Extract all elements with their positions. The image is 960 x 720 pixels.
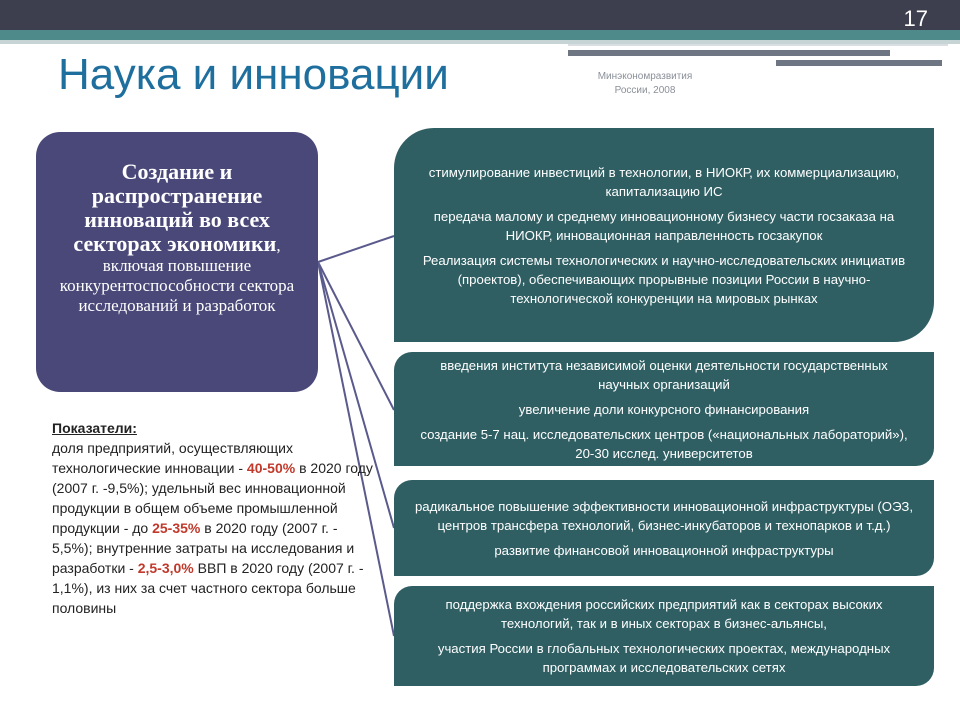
main-goal-box [36,132,318,392]
measures-box-investment [394,128,934,342]
main-goal-text: , включая повышение конкурентоспособности сектора исследований и разработок [59,236,295,315]
indicator-text: доля предприятий, осуществляющих технологические инновации - [52,440,293,476]
measure-item: передача малому и среднему инновационному бизнесу части госзаказа на НИОКР, инновационная направленность госзакупок [433,208,895,243]
main-goal-heading: Создание и распространение инноваций во всех секторах экономики [73,159,277,256]
measure-item: радикальное повышение эффективности инновационной инфраструктуры (ОЭЗ, центров трансфера технологий, бизнес-инкубаторов и технопарков и т.д.) [414,498,914,533]
measure-item: развитие финансовой инновационной инфраструктуры [494,542,834,558]
source-line: России, 2008 [614,85,676,96]
measures-box-infrastructure [394,480,934,576]
measure-item: участия России в глобальных технологических проектах, международных программах и исследовательских сетях [437,641,891,675]
indicator-text: в 2020 году (2007 г. - 5,5%); [52,520,338,556]
connector-line [318,236,394,262]
indicator-text: в 2020 году (2007 г. -9,5%); [52,460,373,496]
indicator-value: 25-35% [152,520,201,536]
measure-item: введения института независимой оценки деятельности государственных научных организаций [440,357,888,392]
indicators-block [52,418,374,618]
indicator-value: 2,5-3,0% [137,560,194,576]
measures-box-international [394,586,934,686]
measure-item: стимулирование инвестиций в технологии, в НИОКР, их коммерциализацию, капитализацию ИС [428,164,900,199]
measure-item: создание 5-7 нац. исследовательских центров («национальных лабораторий»), 20-30 исслед. университетов [420,426,908,461]
measures-box-research-organizations [394,352,934,466]
measure-item: поддержка вхождения российских предприятий как в секторах высоких технологий, так и в иных секторах в бизнес-альянсы, [445,597,883,631]
source-line: Минэкономразвития [597,71,693,82]
slide-number: 17 [903,6,928,31]
measure-item: Реализация системы технологических и научно-исследовательских инициатив (проектов), обеспечивающих прорывные позиции России в научно-технологической конкуренции на мировых рынках [422,252,906,306]
indicator-text: ВВП в 2020 году (2007 г. - 1,1%), из них за счет частного сектора больше половины [52,560,364,616]
indicator-value: 40-50% [246,460,296,476]
indicators-title: Показатели: [52,420,137,436]
indicator-text: внутренние затраты на исследования и разработки - [52,540,355,576]
slide-title: Наука и инновации [58,50,449,99]
measure-item: увеличение доли конкурсного финансирования [518,401,810,417]
connector-line [318,262,394,410]
indicator-text: удельный вес инновационной продукции в общем объеме промышленной продукции - до [52,480,346,536]
